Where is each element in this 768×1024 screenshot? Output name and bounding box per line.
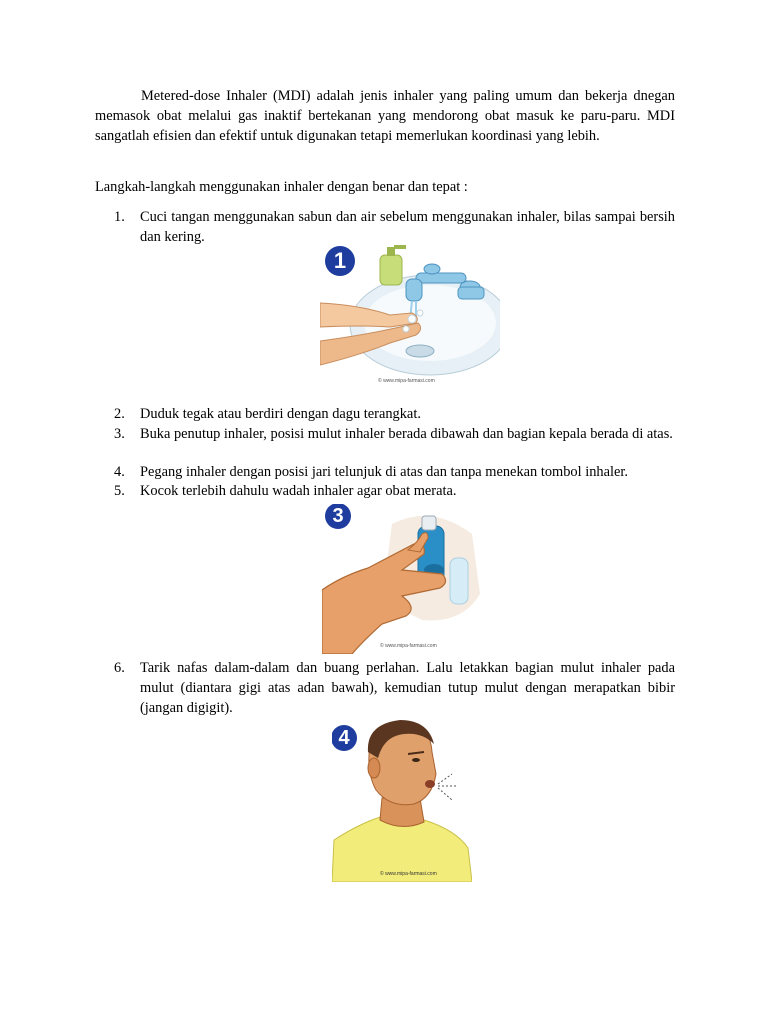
hand-washing-illustration [320,243,500,391]
list-text: Kocok terlebih dahulu wadah inhaler agar obat merata. [140,483,457,499]
list-text: Duduk tegak atau berdiri dengan dagu terangkat. [140,406,421,422]
image-caption: © www.mipa-farmasi.com [380,871,437,877]
image-caption: © www.mipa-farmasi.com [380,643,437,649]
list-number: 6. [114,660,125,676]
inhaler-holding-illustration [322,504,482,654]
list-text: Cuci tangan menggunakan sabun dan air sebelum menggunakan inhaler, bilas sampai bersih dan kering. [140,209,675,245]
step-badge: 1 [333,248,347,273]
intro-paragraph: Metered-dose Inhaler (MDI) adalah jenis inhaler yang paling umum dan bekerja dnegan memasok obat melalui gas inaktif bertekanan yang mendorong obat masuk ke paru-paru. MDI sangatlah efisien dan efektif untuk digunakan tetapi memerlukan koordinasi yang lebih. [95,88,675,144]
step-badge: 3 [332,505,344,527]
list-number: 2. [114,406,125,422]
step-badge: 4 [338,727,350,749]
list-number: 4. [114,464,125,480]
list-text: Tarik nafas dalam-dalam dan buang perlahan. Lalu letakkan bagian mulut inhaler pada mulut (diantara gigi atas adan bawah), kemudian tutup mulut dengan merapatkan bibir (jangan digigit). [140,660,675,716]
list-number: 5. [114,483,125,499]
list-text: Buka penutup inhaler, posisi mulut inhaler berada dibawah dan bagian kepala berada di atas. [140,426,673,442]
list-text: Pegang inhaler dengan posisi jari telunjuk di atas dan tanpa menekan tombol inhaler. [140,464,628,480]
man-exhaling-illustration [332,718,472,882]
list-number: 1. [114,209,125,225]
image-caption: © www.mipa-farmasi.com [378,378,435,384]
steps-heading: Langkah-langkah menggunakan inhaler dengan benar dan tepat : [95,179,468,195]
list-number: 3. [114,426,125,442]
